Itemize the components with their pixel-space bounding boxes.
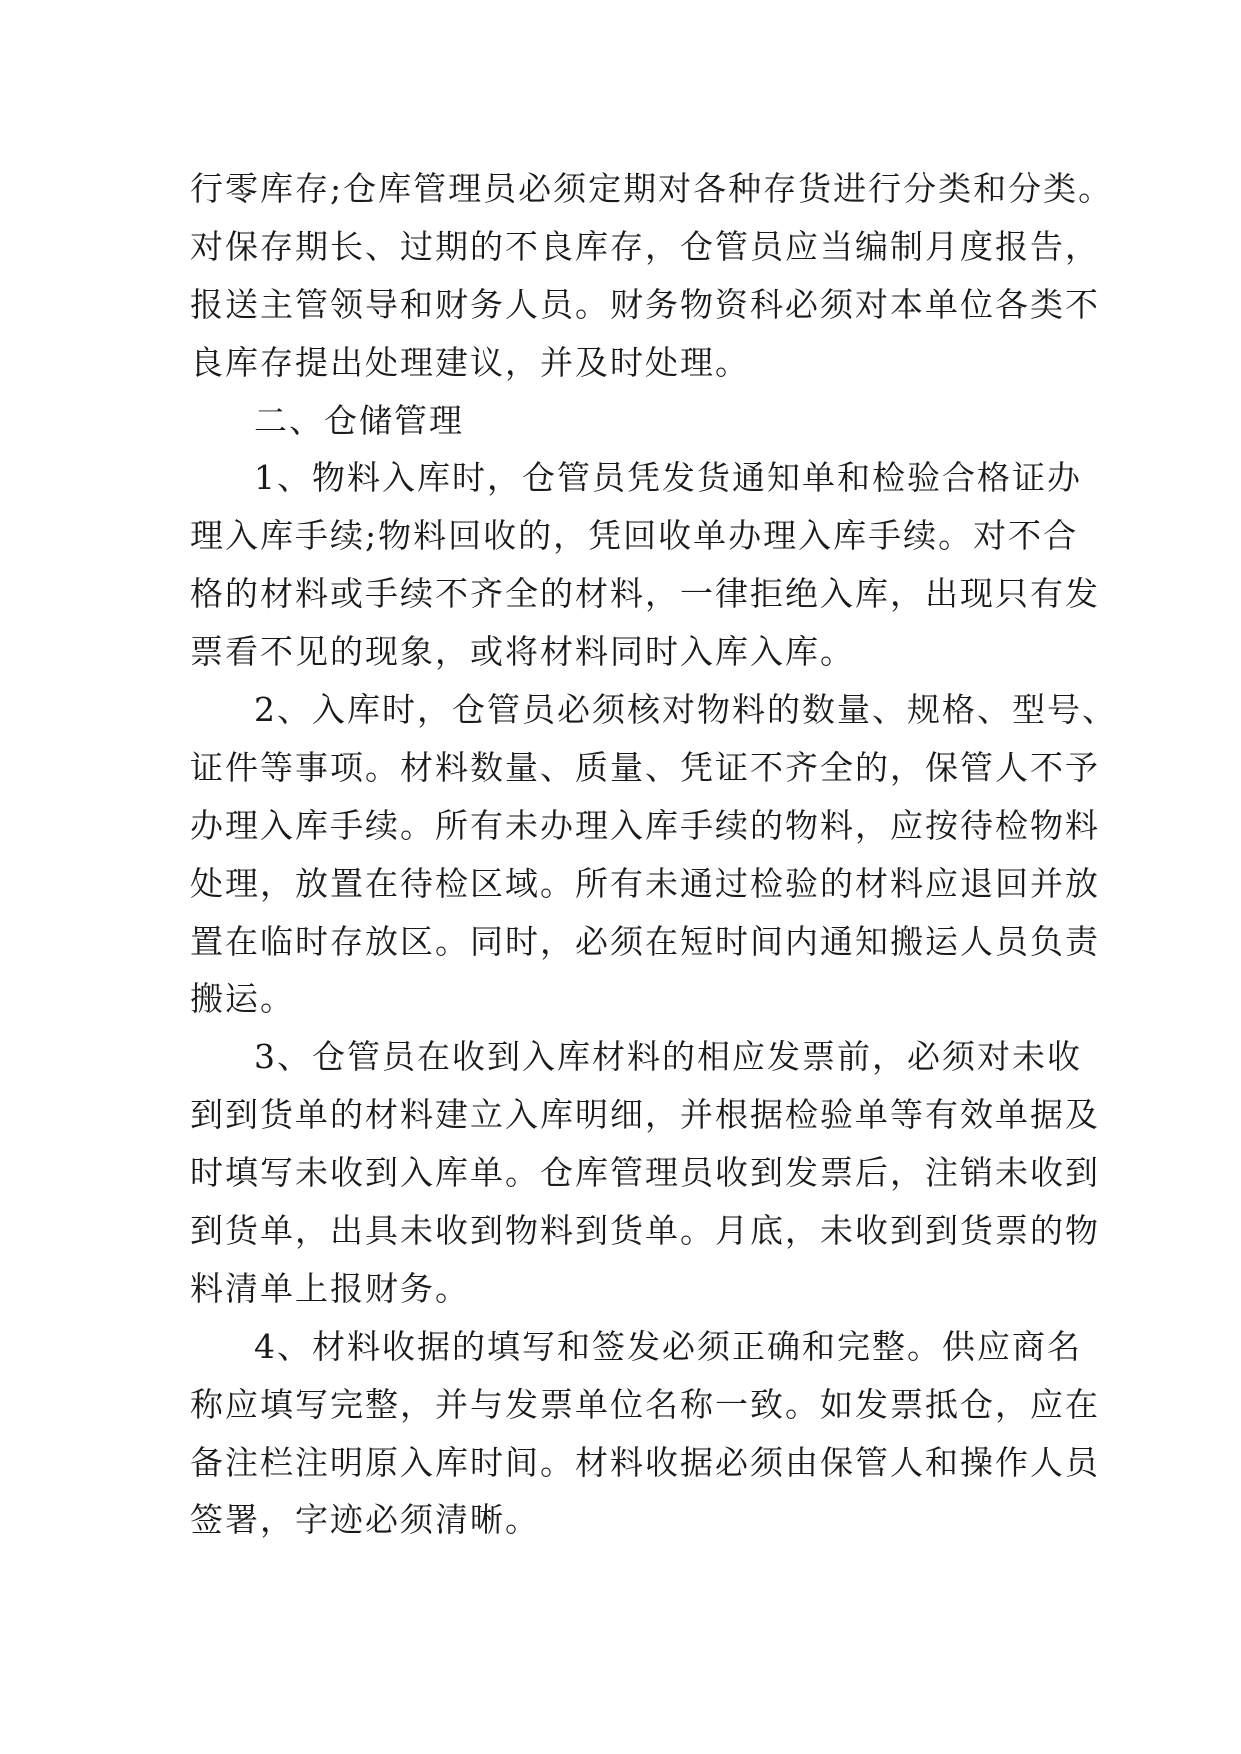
text-line: 备注栏注明原入库时间。材料收据必须由保管人和操作人员 (190, 1442, 1100, 1482)
text-line: 格的材料或手续不齐全的材料，一律拒绝入库，出现只有发 (190, 574, 1100, 614)
text-line: 4、材料收据的填写和签发必须正确和完整。供应商名 (254, 1326, 1082, 1366)
text-line: 到到货单的材料建立入库明细，并根据检验单等有效单据及 (190, 1095, 1100, 1135)
document-body (190, 160, 1117, 1549)
text-line: 行零库存;仓库管理员必须定期对各种存货进行分类和分类。 (190, 169, 1114, 208)
text-line: 2、入库时，仓管员必须核对物料的数量、规格、型号、 (254, 690, 1117, 730)
text-line: 料清单上报财务。 (190, 1268, 470, 1308)
text-line: 报送主管领导和财务人员。财务物资科必须对本单位各类不 (190, 284, 1100, 324)
paragraph (190, 681, 1117, 1028)
text-line: 时填写未收到入库单。仓库管理员收到发票后，注销未收到 (190, 1153, 1100, 1193)
text-line: 称应填写完整，并与发票单位名称一致。如发票抵仓，应在 (190, 1384, 1100, 1424)
text-line: 证件等事项。材料数量、质量、凭证不齐全的，保管人不予 (190, 747, 1100, 787)
text-line: 理入库手续;物料回收的，凭回收单办理入库手续。对不合 (190, 516, 1079, 556)
paragraph (190, 449, 1100, 681)
text-line: 签署，字迹必须清晰。 (190, 1500, 540, 1540)
paragraph (190, 1318, 1100, 1550)
text-line: 搬运。 (190, 979, 295, 1019)
text-line: 1、物料入库时，仓管员凭发货通知单和检验合格证办 (254, 458, 1082, 498)
text-line: 置在临时存放区。同时，必须在短时间内通知搬运人员负责 (190, 921, 1100, 961)
paragraph (190, 160, 1114, 392)
text-line: 对保存期长、过期的不良库存，仓管员应当编制月度报告， (190, 226, 1100, 266)
text-line: 到货单，出具未收到物料到货单。月底，未收到到货票的物 (190, 1211, 1100, 1251)
section-heading (190, 392, 1070, 450)
text-line: 处理，放置在待检区域。所有未通过检验的材料应退回并放 (190, 863, 1100, 903)
section-heading-text: 二、仓储管理 (254, 400, 464, 440)
paragraph (190, 1028, 1100, 1317)
text-line: 3、仓管员在收到入库材料的相应发票前，必须对未收 (254, 1037, 1082, 1077)
text-line: 办理入库手续。所有未办理入库手续的物料，应按待检物料 (190, 805, 1100, 845)
text-line: 票看不见的现象，或将材料同时入库入库。 (190, 632, 855, 672)
text-line: 良库存提出处理建议，并及时处理。 (190, 342, 750, 382)
